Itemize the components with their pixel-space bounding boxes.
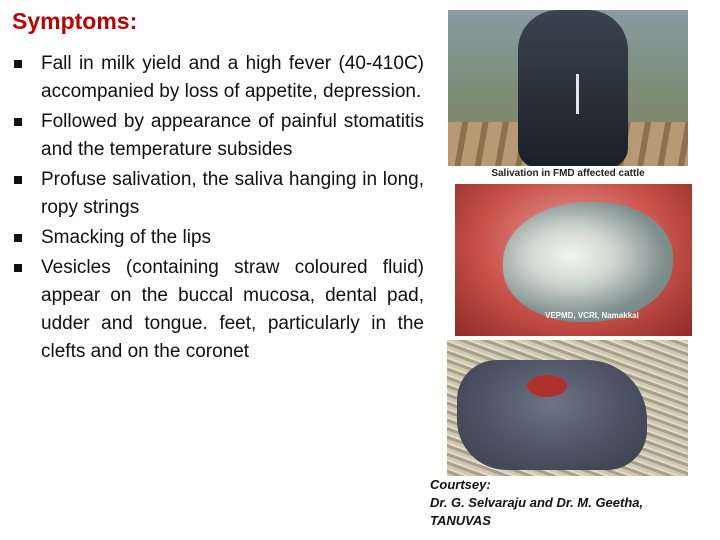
square-bullet-icon [14, 234, 22, 242]
bullet-text: Profuse salivation, the saliva hanging in long, ropy strings [41, 169, 424, 218]
list-item [12, 254, 424, 366]
hoof-lesion-photo [447, 340, 688, 476]
salivation-cattle-photo [448, 10, 688, 182]
bullet-text: Smacking of the lips [41, 227, 212, 248]
saliva-strand [576, 74, 579, 114]
courtesy-note [430, 476, 643, 530]
courtesy-label: Courtsey: [430, 477, 491, 492]
list-item [12, 166, 424, 222]
cattle-figure [518, 10, 628, 168]
list-item [12, 224, 424, 252]
bullet-text: Fall in milk yield and a high fever (40-410C) accompanied by loss of appetite, depression. [41, 53, 424, 102]
tongue-lesion-photo [455, 184, 692, 336]
bullet-text: Followed by appearance of painful stomatitis and the temperature subsides [41, 111, 424, 160]
square-bullet-icon [14, 60, 22, 68]
list-item [12, 50, 424, 106]
photo-caption: Salivation in FMD affected cattle [448, 166, 688, 182]
square-bullet-icon [14, 176, 22, 184]
square-bullet-icon [14, 264, 22, 272]
symptom-list [12, 50, 424, 368]
photo-credit: VEPMD, VCRI, Namakkal [545, 311, 639, 320]
bullet-text: Vesicles (containing straw coloured fluid) appear on the buccal mucosa, dental pad, udder and tongue. feet, particularly in the clefts and on the coronet [41, 257, 424, 362]
list-item [12, 108, 424, 164]
hoof-lesion [527, 375, 567, 397]
tongue-figure [503, 202, 673, 322]
courtesy-authors: Dr. G. Selvaraju and Dr. M. Geetha, [430, 495, 644, 510]
square-bullet-icon [14, 118, 22, 126]
slide-title: Symptoms: [12, 8, 138, 34]
courtesy-institution: TANUVAS [430, 513, 491, 528]
